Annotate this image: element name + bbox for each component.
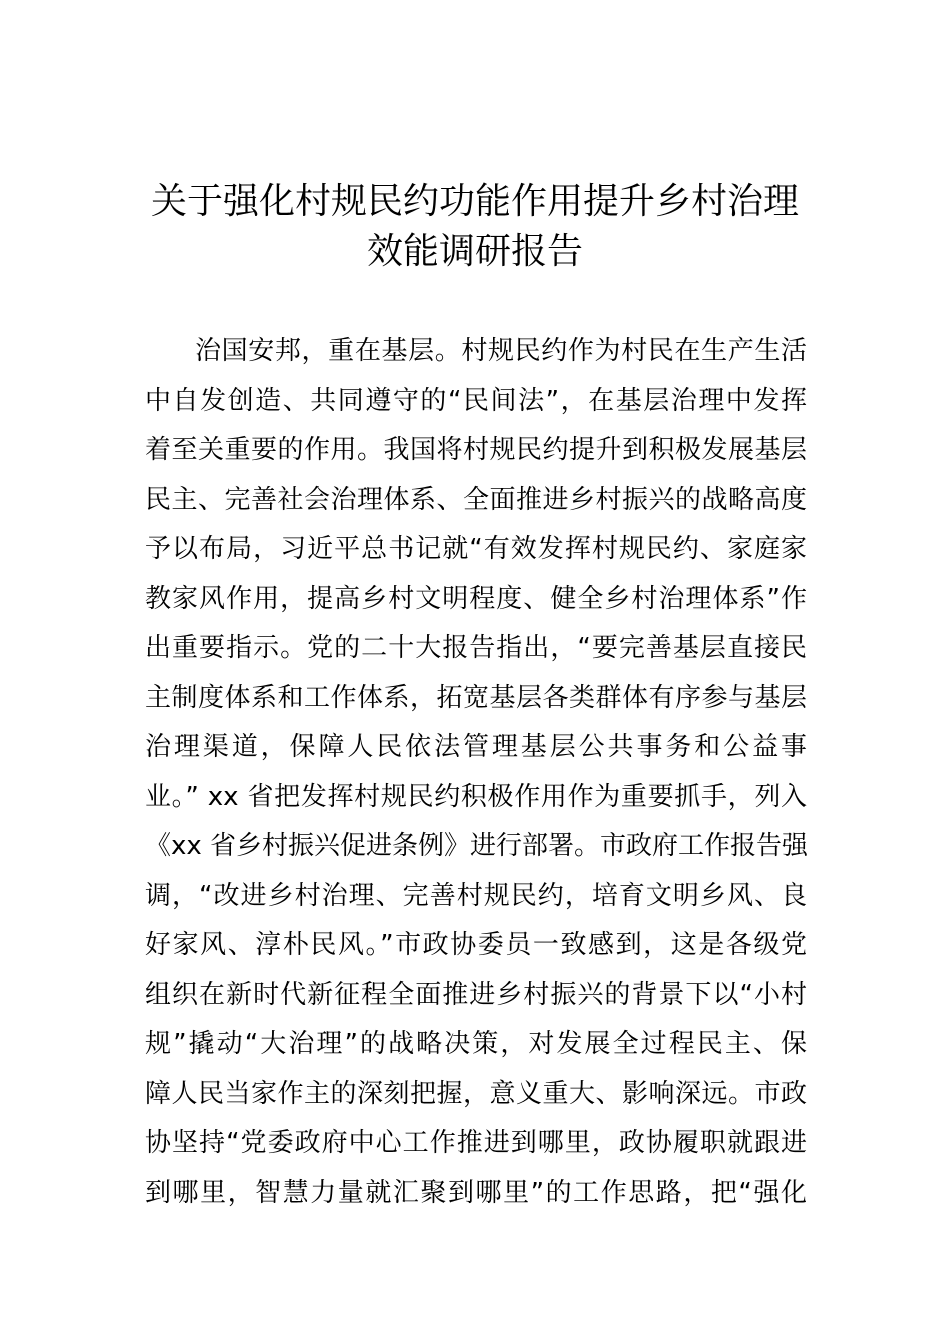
- body-line: 着至关重要的作用。我国将村规民约提升到积极发展基层: [145, 435, 807, 465]
- body-line: 好家风、淳朴民风。”市政协委员一致感到，这是各级党: [145, 930, 807, 960]
- body-line: 业。” xx 省把发挥村规民约积极作用作为重要抓手，列入: [145, 782, 807, 812]
- body-line: 到哪里，智慧力量就汇聚到哪里”的工作思路，把“强化: [145, 1178, 807, 1208]
- body-line: 协坚持“党委政府中心工作推进到哪里，政协履职就跟进: [145, 1128, 807, 1158]
- body-line: 出重要指示。党的二十大报告指出，“要完善基层直接民: [145, 633, 807, 663]
- body-line: 予以布局，习近平总书记就“有效发挥村规民约、家庭家: [145, 534, 807, 564]
- body-line: 教家风作用，提高乡村文明程度、健全乡村治理体系”作: [145, 584, 807, 614]
- body-line: 主制度体系和工作体系，拓宽基层各类群体有序参与基层: [145, 683, 807, 713]
- document-title-line-2: 效能调研报告: [366, 231, 583, 272]
- body-line: 规”撬动“大治理”的战略决策，对发展全过程民主、保: [145, 1029, 807, 1059]
- document-title-line-1: 关于强化村规民约功能作用提升乡村治理: [150, 181, 799, 222]
- body-line: 《xx 省乡村振兴促进条例》进行部署。市政府工作报告强: [145, 831, 809, 861]
- body-line: 障人民当家作主的深刻把握，意义重大、影响深远。市政: [145, 1079, 807, 1109]
- body-line: 调，“改进乡村治理、完善村规民约，培育文明乡风、良: [145, 881, 807, 911]
- body-line: 中自发创造、共同遵守的“民间法”，在基层治理中发挥: [145, 386, 807, 416]
- body-line: 组织在新时代新征程全面推进乡村振兴的背景下以“小村: [145, 980, 807, 1010]
- body-line: 民主、完善社会治理体系、全面推进乡村振兴的战略高度: [145, 485, 807, 515]
- body-line: 治理渠道，保障人民依法管理基层公共事务和公益事: [145, 732, 807, 762]
- body-line: 治国安邦，重在基层。村规民约作为村民在生产生活: [195, 336, 807, 366]
